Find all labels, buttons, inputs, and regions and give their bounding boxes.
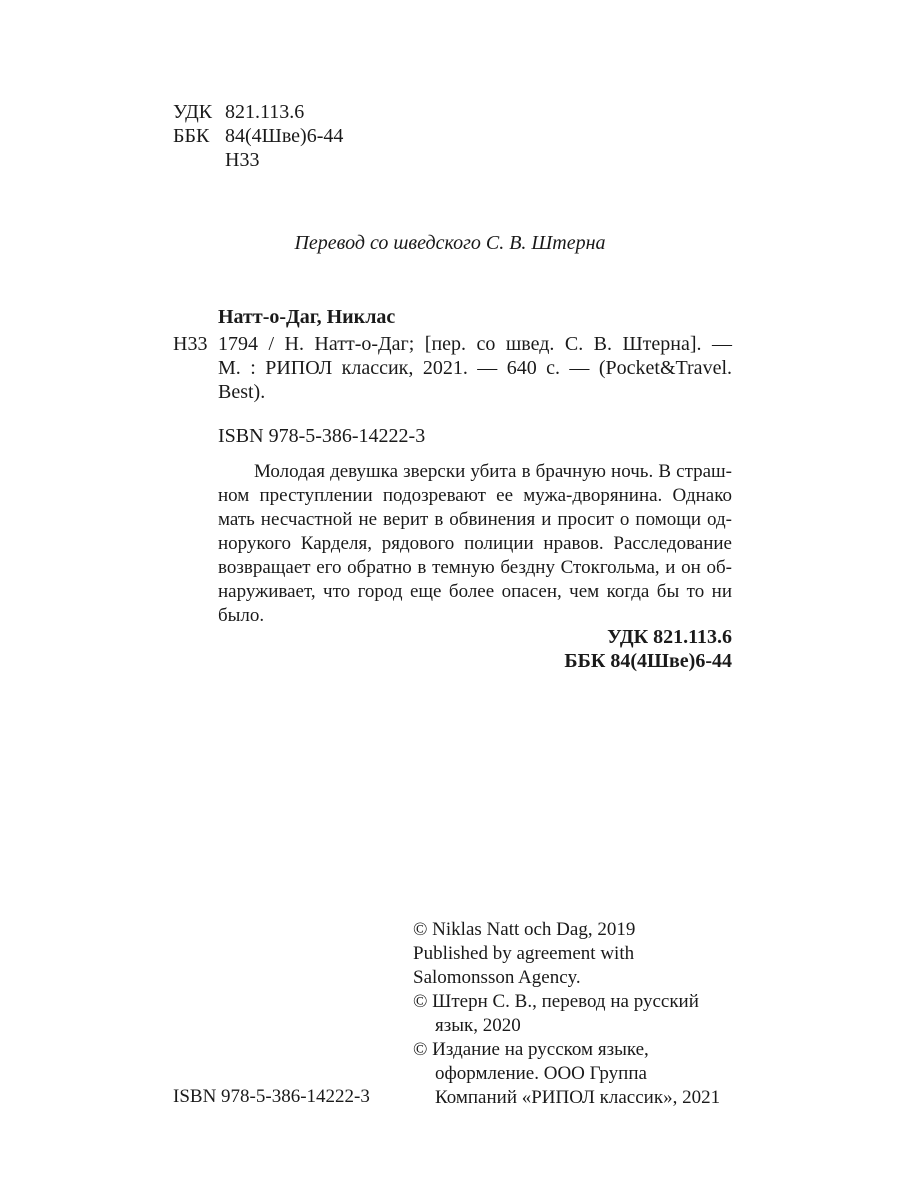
translator-note: Перевод со шведского С. В. Штерна	[294, 232, 606, 254]
isbn-bottom: ISBN 978-5-386-14222-3	[173, 1086, 370, 1107]
copyright-line-8: Компаний «РИПОЛ классик», 2021	[435, 1087, 721, 1108]
udk-row	[173, 100, 393, 124]
copyright-block	[413, 918, 743, 1110]
copyright-line-4: © Штерн С. В., перевод на русский	[413, 991, 699, 1012]
bbk-label: ББК	[173, 125, 210, 147]
footer-bbk: ББК 84(4Шве)6-44	[564, 650, 732, 672]
copyright-line-6: © Издание на русском языке,	[413, 1039, 649, 1060]
entry-line-3: Best).	[218, 381, 266, 403]
entry-line-2: М. : РИПОЛ классик, 2021. — 640 с. — (Pocket&Travel.	[218, 357, 732, 379]
annotation	[218, 460, 732, 628]
classification-block	[173, 100, 393, 172]
footer-codes	[564, 625, 732, 673]
author-mark: Н33	[225, 149, 260, 171]
author-heading: Натт-о-Даг, Никлас	[218, 306, 396, 328]
entry-line-1: 1794 / Н. Натт-о-Даг; [пер. со швед. С. В. Штерна]. —	[218, 333, 732, 355]
udk-label: УДК	[173, 101, 213, 123]
annotation-line-6: наруживает, что город еще более опасен, чем когда бы то ни	[218, 581, 732, 602]
copyright-line-7: оформление. ООО Группа	[435, 1063, 647, 1084]
footer-udk: УДК 821.113.6	[607, 626, 732, 648]
annotation-line-5: возвращает его обратно в темную бездну Стокгольма, и он об-	[218, 557, 732, 578]
bbk-value: 84(4Шве)6-44	[225, 125, 344, 147]
entry-code: Н33	[173, 333, 208, 355]
copyright-line-1: © Niklas Natt och Dag, 2019	[413, 919, 636, 940]
copyright-line-5: язык, 2020	[435, 1015, 521, 1036]
isbn-main: ISBN 978-5-386-14222-3	[218, 425, 426, 447]
annotation-line-2: ном преступлении подозревают ее мужа-дворянина. Однако	[218, 485, 732, 506]
annotation-line-4: норукого Карделя, рядового полиции нравов. Расследование	[218, 533, 732, 554]
annotation-line-3: мать несчастной не верит в обвинения и просит о помощи од-	[218, 509, 732, 530]
bibliographic-entry	[218, 332, 732, 404]
annotation-line-7: было.	[218, 605, 265, 626]
copyright-line-2: Published by agreement with	[413, 943, 635, 964]
annotation-line-1: Молодая девушка зверски убита в брачную ночь. В страш-	[254, 461, 732, 482]
bbk-row	[173, 124, 393, 148]
copyright-line-3: Salomonsson Agency.	[413, 967, 581, 988]
udk-value: 821.113.6	[225, 101, 305, 123]
